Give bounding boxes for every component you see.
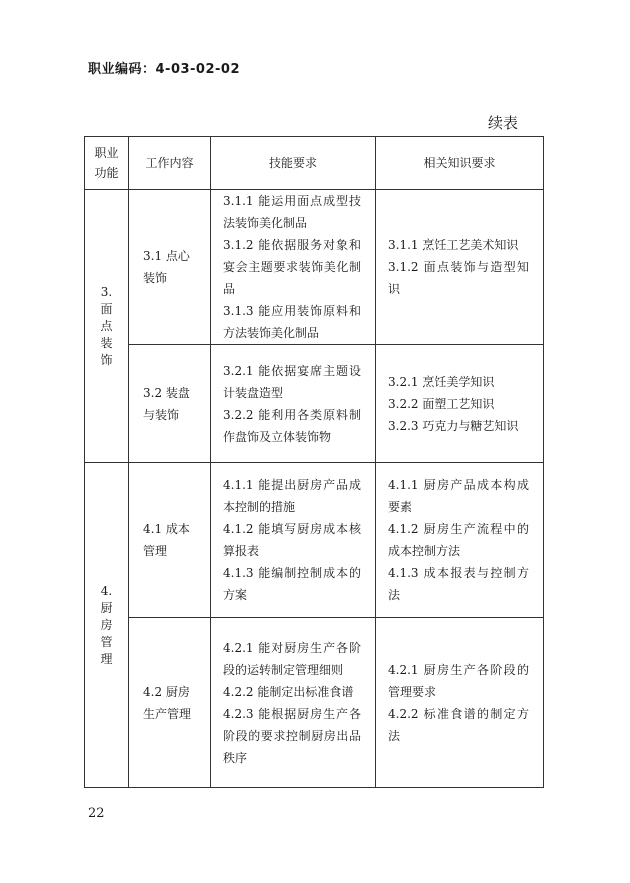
continued-label: 续表: [488, 114, 519, 132]
table-row: [85, 190, 544, 345]
skills-cell: 4.2.1 能对厨房生产各阶段的运转制定管理细则 4.2.2 能制定出标准食谱 4.2.3 能根据厨房生产各阶段的要求控制厨房出品秩序: [211, 618, 376, 788]
skills-cell: 3.2.1 能依据宴席主题设计装盘造型 3.2.2 能利用各类原料制作盘饰及立体装饰物: [211, 345, 376, 463]
occupation-code: 职业编码：4-03-02-02: [88, 62, 241, 77]
table-row: [85, 618, 544, 788]
skills-cell: 3.1.1 能运用面点成型技法装饰美化制品 3.1.2 能依据服务对象和宴会主题要求装饰美化制品 3.1.3 能应用装饰原料和方法装饰美化制品: [211, 190, 376, 345]
function-cell: 4. 厨房管理: [85, 463, 129, 788]
skills-cell: 4.1.1 能提出厨房产品成本控制的措施 4.1.2 能填写厨房成本核算报表 4.1.3 能编制控制成本的方案: [211, 463, 376, 618]
header-skills: 技能要求: [211, 137, 376, 190]
work-cell: 3.2 装盘与装饰: [129, 345, 211, 463]
page-number: 22: [88, 806, 105, 821]
skills-table: [84, 136, 544, 788]
knowledge-cell: 4.1.1 厨房产品成本构成要素 4.1.2 厨房生产流程中的成本控制方法 4.1.3 成本报表与控制方法: [376, 463, 544, 618]
knowledge-cell: 4.2.1 厨房生产各阶段的管理要求 4.2.2 标准食谱的制定方法: [376, 618, 544, 788]
function-cell: 3. 面点装饰: [85, 190, 129, 463]
table-row: [85, 463, 544, 618]
work-cell: 3.1 点心装饰: [129, 190, 211, 345]
header-function: 职业功能: [85, 137, 129, 190]
table-header-row: [85, 137, 544, 190]
knowledge-cell: 3.2.1 烹饪美学知识 3.2.2 面塑工艺知识 3.2.3 巧克力与糖艺知识: [376, 345, 544, 463]
table-row: [85, 345, 544, 463]
work-cell: 4.1 成本管理: [129, 463, 211, 618]
work-cell: 4.2 厨房生产管理: [129, 618, 211, 788]
header-knowledge: 相关知识要求: [376, 137, 544, 190]
header-work: 工作内容: [129, 137, 211, 190]
knowledge-cell: 3.1.1 烹饪工艺美术知识 3.1.2 面点装饰与造型知识: [376, 190, 544, 345]
